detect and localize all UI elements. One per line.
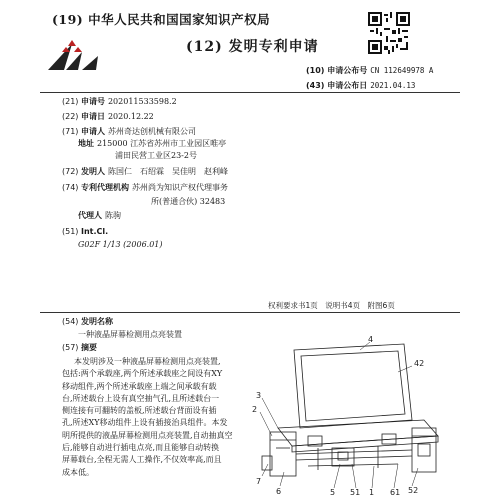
cnipa-logo (42, 40, 108, 70)
field-value: 陈国仁 石绍霖 吴佳明 赵利峰 (107, 167, 228, 176)
filing-date-field (62, 111, 154, 122)
field-value: 陈驹 (105, 211, 121, 220)
pub-date: 2021.04.13 (370, 81, 416, 90)
field-value: G02F 1/13 (2006.01) (78, 240, 163, 249)
field-value: 202011533598.2 (107, 97, 177, 106)
ref-label: 51 (350, 488, 361, 496)
field-value: 苏州尚为知识产权代理事务 (131, 183, 228, 192)
middle-rule (40, 312, 460, 313)
ref-label: 5 (330, 488, 336, 496)
pub-number: CN 112649978 A (370, 66, 434, 75)
field-num: (71) (62, 127, 79, 136)
ref-label: 1 (369, 488, 375, 496)
inventors-field (62, 166, 228, 177)
ref-label: 3 (256, 391, 262, 400)
invention-title (78, 329, 182, 340)
address-line2 (112, 150, 197, 161)
applicant-field (62, 126, 196, 137)
int-cl-value (78, 239, 163, 250)
right-seat (412, 428, 436, 472)
abstract-line: 移动组件,两个所述承载座上端之间承载有载 (62, 381, 217, 391)
abstract-line: 屏幕载台,全程无需人工操作,不仅效率高,而且 (62, 455, 222, 465)
int-cl-field (62, 226, 108, 237)
field-label: 发明名称 (80, 317, 113, 326)
abstract-line: 成本低。 (62, 467, 94, 477)
header-rule (40, 92, 460, 93)
field-num: (54) (62, 317, 79, 326)
screen-frame (294, 344, 412, 428)
screen-panel (301, 351, 405, 421)
ref-label: 4 (368, 336, 374, 344)
field-value: 所(普通合伙) 32483 (151, 197, 226, 206)
agency-line2 (148, 196, 225, 207)
ref-label: 61 (390, 488, 401, 496)
ref-label: 52 (408, 486, 419, 495)
ref-label: 6 (276, 487, 282, 496)
address-field (78, 138, 226, 149)
xy-module (332, 448, 354, 466)
office-name: (19) 中华人民共和国国家知识产权局 (52, 12, 271, 27)
page-count: 权利要求书1页 说明书4页 附图6页 (268, 301, 395, 310)
agent-field (78, 210, 121, 221)
field-value: 2020.12.22 (107, 112, 154, 121)
abstract-line: 台,所述载台上设有真空抽气孔,且所述载台一 (62, 393, 220, 403)
field-value: 浦田民营工业区23-2号 (115, 151, 197, 160)
field-num: (22) (62, 112, 79, 121)
abstract-line: 后,能够自动进行插电点亮,而且能够自动转换 (62, 443, 220, 453)
carrier-base (278, 420, 438, 446)
field-label: 申请日 (80, 112, 105, 121)
abstract-text (62, 356, 248, 479)
pub-number-label: (10) 申请公布号 (306, 66, 368, 75)
field-value: 215000 江苏省苏州市工业园区唯亭 (97, 139, 227, 148)
field-label: 发明人 (80, 167, 105, 176)
field-label: 专利代理机构 (80, 183, 129, 192)
title-field (62, 316, 113, 327)
ref-label: 2 (252, 405, 258, 414)
field-label: 摘要 (80, 343, 97, 352)
field-num: (21) (62, 97, 79, 106)
patent-drawing (248, 336, 460, 496)
left-seat (270, 432, 296, 476)
abstract-line: 孔,所述XY移动组件上设有插接治具组件。本发 (62, 418, 228, 428)
field-label: 申请号 (80, 97, 105, 106)
abstract-heading (62, 342, 97, 353)
field-label: 申请人 (80, 127, 105, 136)
field-num: (72) (62, 167, 79, 176)
abstract-line: 侧连接有可翻转的盖板,所述载台背面设有插 (62, 406, 217, 416)
field-num: (51) (62, 227, 79, 236)
carrier-side (292, 436, 438, 452)
abstract-line: 本发明涉及一种液晶屏幕检测用点亮装置, (74, 357, 221, 366)
field-num: (74) (62, 183, 79, 192)
abstract-line: 明所提供的液晶屏幕检测用点亮装置,自动抽真空 (62, 430, 233, 440)
field-label: 代理人 (78, 211, 102, 220)
field-num: (57) (62, 343, 79, 352)
qr-code (368, 12, 410, 54)
agency-field (62, 182, 228, 193)
document-type: (12) 发明专利申请 (186, 39, 319, 55)
left-handle (262, 456, 272, 470)
app-number-field (62, 96, 177, 107)
field-value: 一种液晶屏幕检测用点亮装置 (78, 330, 182, 339)
pub-date-row (306, 80, 415, 91)
ref-label: 7 (256, 477, 262, 486)
pub-number-row (306, 65, 433, 76)
field-label: 地址 (78, 139, 94, 148)
field-value: 苏州奇达创机械有限公司 (107, 127, 196, 136)
pub-date-label: (43) 申请公布日 (306, 81, 368, 90)
abstract-line: 包括:两个承载座,两个所述承载座之间设有XY (62, 369, 223, 379)
field-label: Int.Cl. (80, 227, 109, 236)
ref-label: 42 (414, 359, 425, 368)
